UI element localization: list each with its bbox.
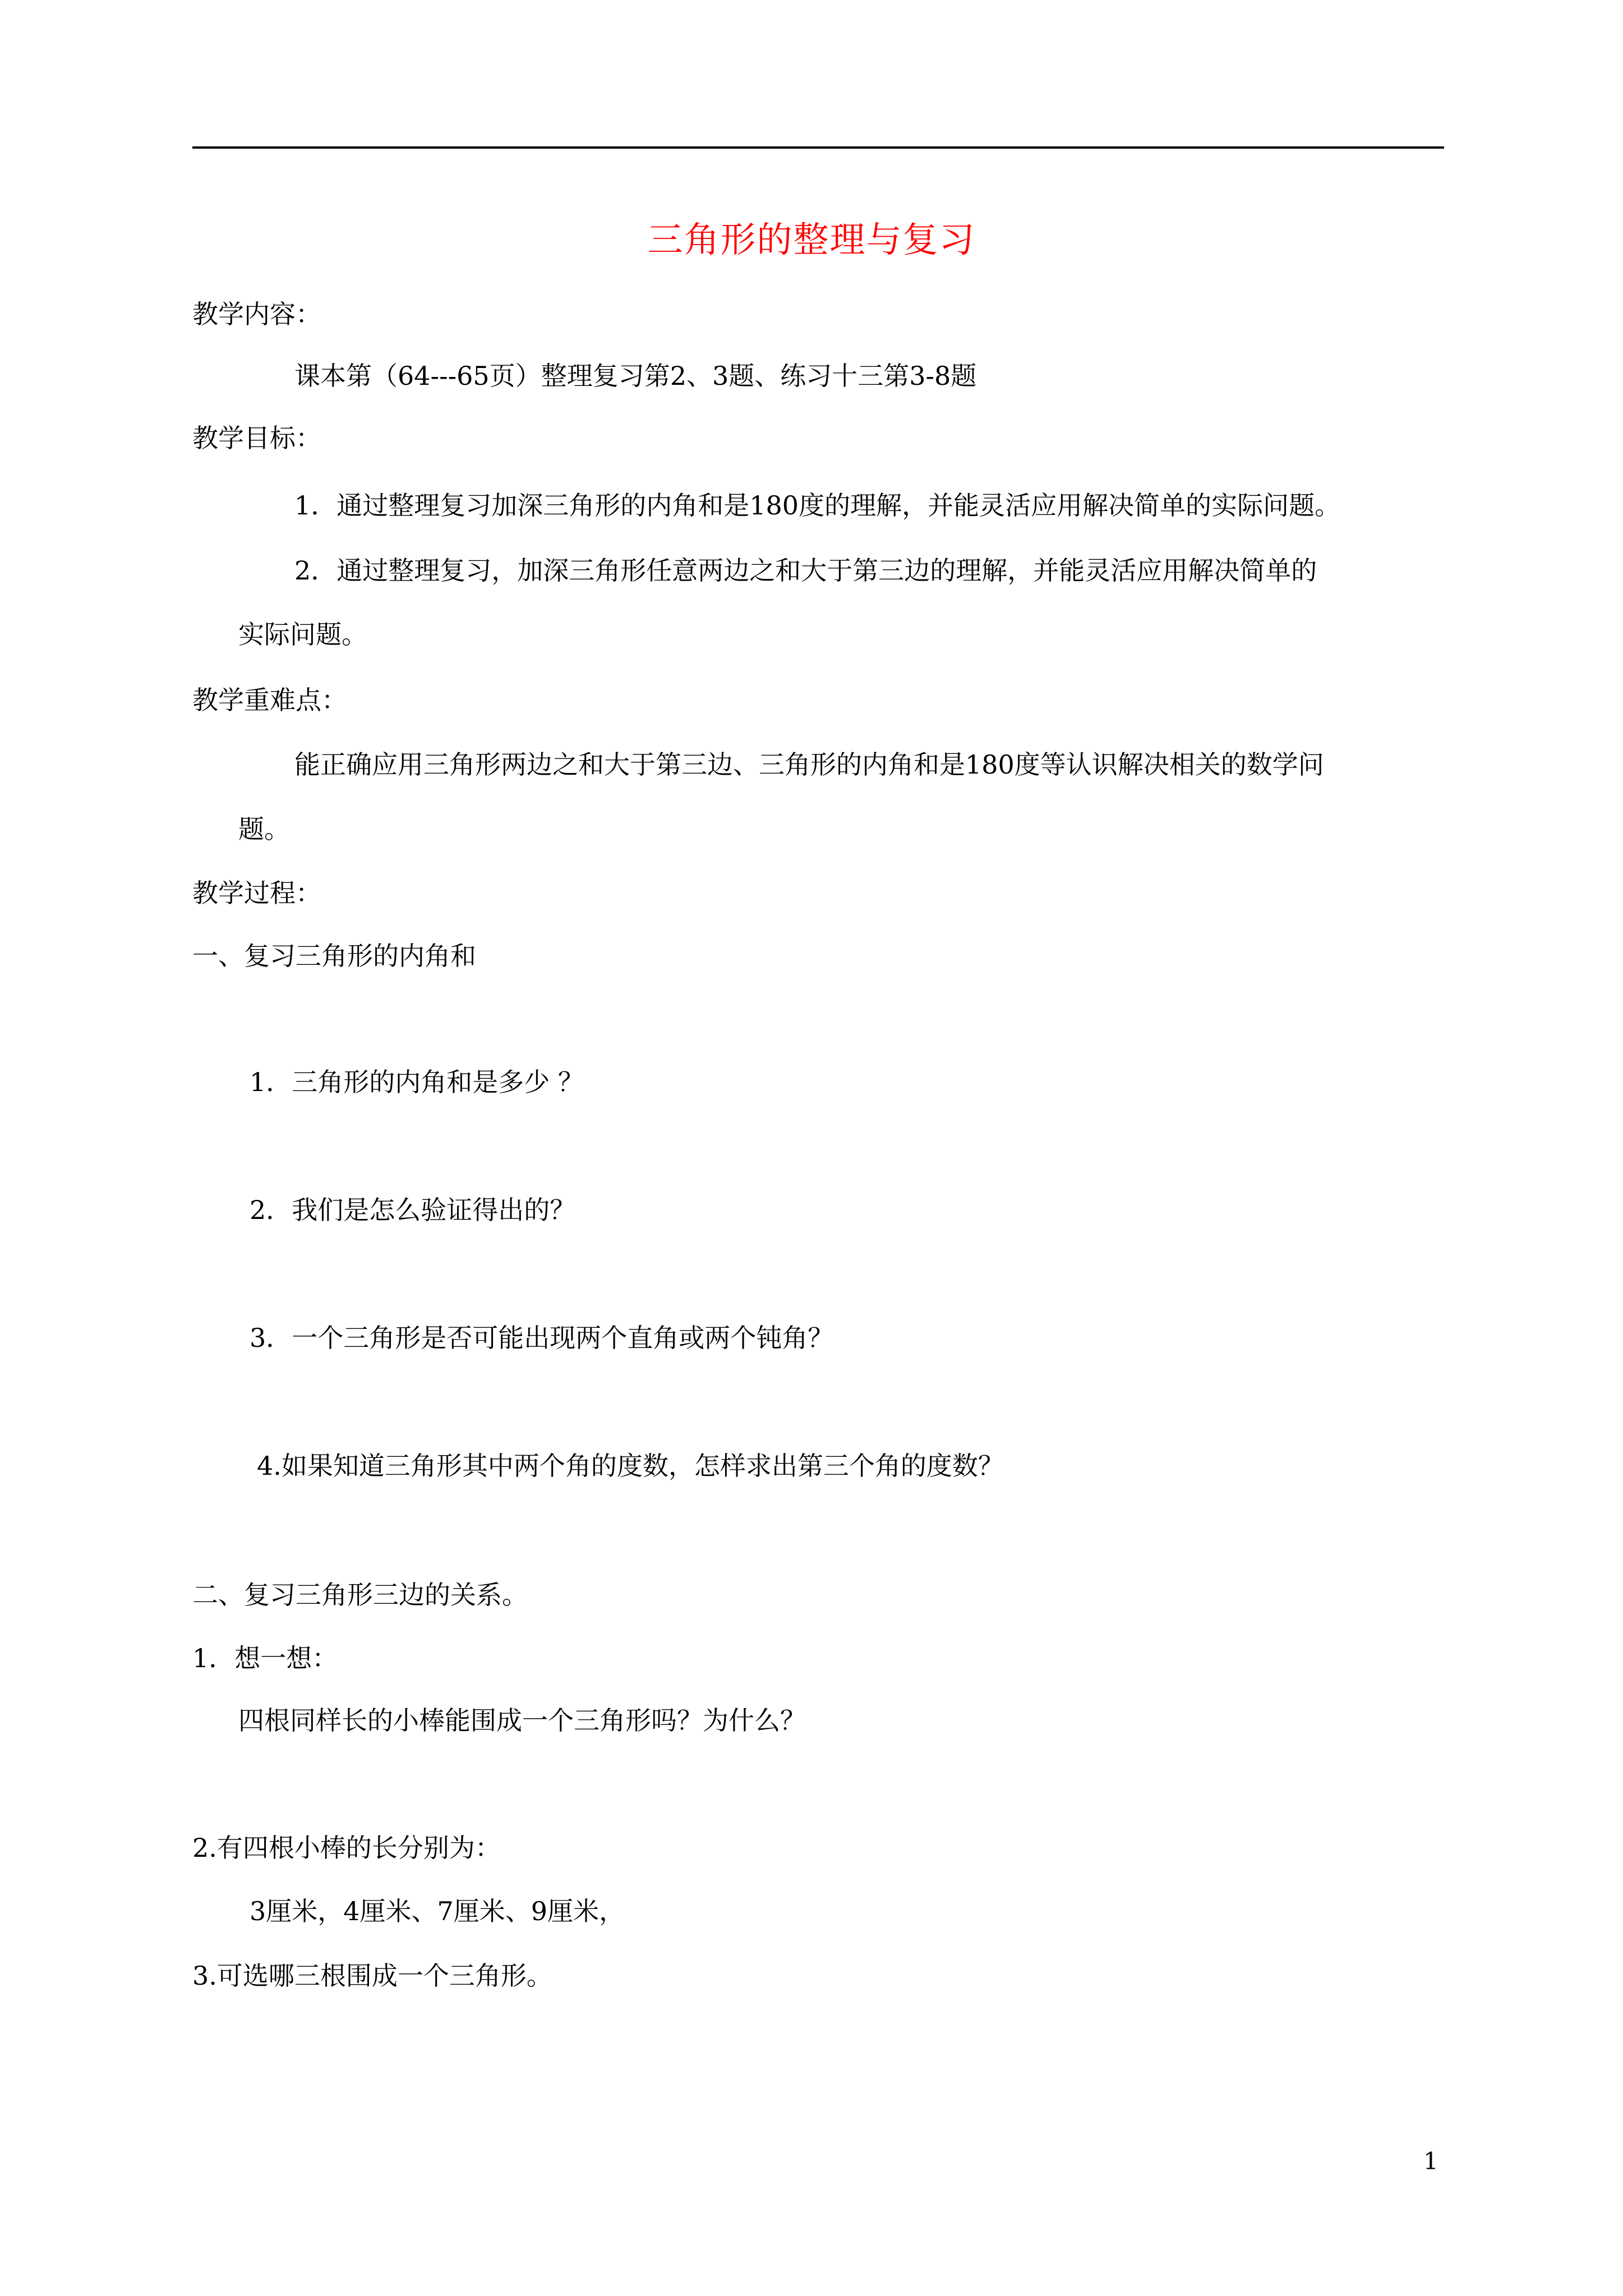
think-text: 四根同样长的小棒能围成一个三角形吗？为什么？ [238, 1705, 806, 1736]
document-title: 三角形的整理与复习 [647, 219, 976, 260]
question-4: 4.如果知道三角形其中两个角的度数，怎样求出第三个角的度数？ [257, 1451, 1004, 1481]
goals-heading: 教学目标： [192, 423, 321, 453]
key-points-heading: 教学重难点： [192, 685, 347, 715]
question-1: 1．三角形的内角和是多少 ？ [250, 1067, 584, 1097]
page-number: 1 [1423, 2147, 1438, 2175]
goal-2-line-2: 实际问题。 [238, 619, 367, 650]
sticks-heading: 2.有四根小棒的长分别为： [192, 1833, 501, 1863]
goal-1: 1．通过整理复习加深三角形的内角和是180度的理解，并能灵活应用解决简单的实际问题。 [294, 490, 1341, 521]
header-rule [192, 146, 1444, 149]
part-2-heading: 二、复习三角形三边的关系。 [192, 1580, 528, 1610]
question-2: 2．我们是怎么验证得出的？ [250, 1195, 576, 1225]
think-heading: 1．想一想： [192, 1643, 338, 1673]
process-heading: 教学过程： [192, 878, 321, 908]
content-heading: 教学内容： [192, 299, 321, 329]
question-3: 3．一个三角形是否可能出现两个直角或两个钝角？ [250, 1323, 834, 1353]
goal-2-line-1: 2．通过整理复习，加深三角形任意两边之和大于第三边的理解，并能灵活应用解决简单的 [294, 555, 1317, 586]
key-points-line-1: 能正确应用三角形两边之和大于第三边、三角形的内角和是180度等认识解决相关的数学问 [294, 749, 1324, 780]
choose-text: 3.可选哪三根围成一个三角形。 [192, 1961, 552, 1991]
part-1-heading: 一、复习三角形的内角和 [192, 941, 476, 971]
content-text: 课本第（64---65页）整理复习第2、3题、练习十三第3-8题 [294, 361, 977, 391]
sticks-values: 3厘米，4厘米、7厘米、9厘米， [250, 1896, 625, 1926]
key-points-line-2: 题。 [238, 814, 290, 844]
